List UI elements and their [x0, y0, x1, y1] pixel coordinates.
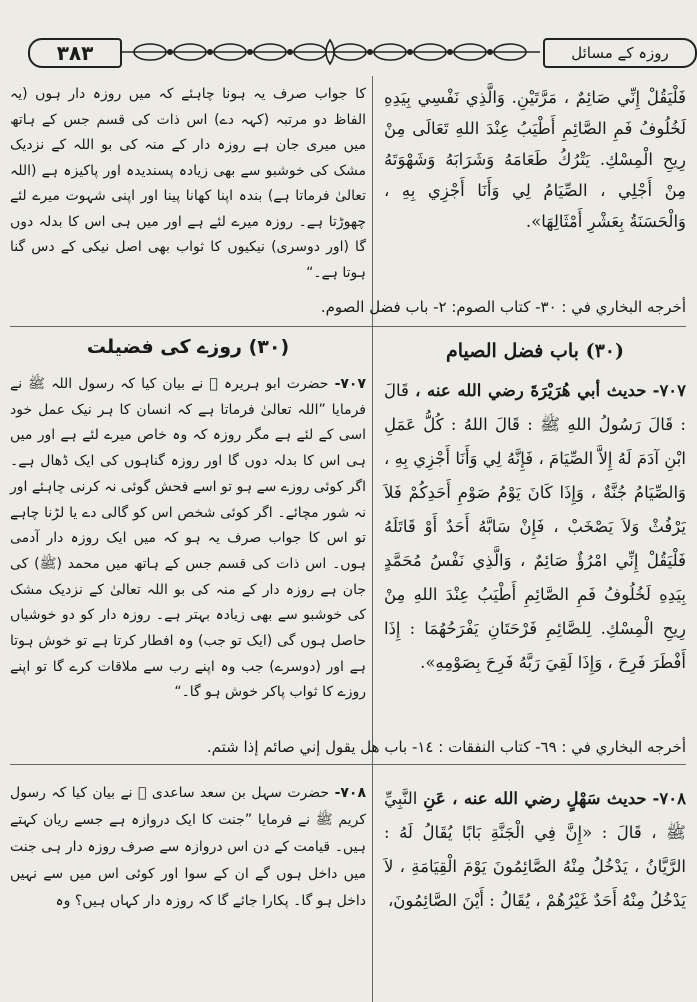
hadith-707-text: قَالَ : قَالَ رَسُولُ اللهِ ﷺ : قَالَ اللهُ : كُلُّ عَمَلِ ابْنِ آدَمَ لَهُ إِلاَّ الصِّيَامَ ، فَإِنَّهُ لِي وَأَنَا أَجْزِي بِهِ ، وَالصِّيَامُ جُنَّةٌ ، وَإِذَا كَانَ يَوْمُ صَوْمِ أَحَدِكُمْ فَلاَ يَرْفُثْ وَلاَ يَصْخَبْ ، فَإِنْ سَابَّهُ أَحَدٌ أَوْ قَاتَلَهُ فَلْيَقُلْ إِنِّي امْرُؤٌ صَائِمٌ ، وَالَّذِي نَفْسُ مُحَمَّدٍ بِيَدِهِ لَخُلُوفُ فَمِ الصَّائِمِ أَطْيَبُ عِنْدَ اللهِ مِنْ رِيحِ الْمِسْكِ. لِلصَّائِمِ فَرْحَتَانِ يَفْرَحُهُمَا : إِذَا أَفْطَرَ فَرِحَ ، وَإِذَا لَقِيَ رَبَّهُ فَرِحَ بِصَوْمِهِ». [384, 381, 686, 672]
arabic-continuation [384, 82, 686, 278]
ornament-icon [120, 36, 540, 68]
hadith-708-urdu [10, 780, 366, 996]
urdu-chapter-heading: (۳۰) روزے کی فضیلت [86, 336, 290, 358]
page-header [28, 36, 688, 72]
arabic-continuation-text: فَلْيَقُلْ إِنِّي صَائِمٌ ، مَرَّتَيْنِ. وَالَّذِي نَفْسِي بِيَدِهِ لَخُلُوفُ فَمِ الصَّائِمِ أَطْيَبُ عِنْدَ اللهِ تَعَالَى مِنْ رِيحِ الْمِسْكِ. يَتْرُكُ طَعَامَهُ وَشَرَابَهُ وَشَهْوَتَهُ مِنْ أَجْلِي ، الصِّيَامُ لِي وَأَنَا أَجْزِي بِهِ ، وَالْحَسَنَةُ بِعَشْرِ أَمْثَالِهَا». [384, 88, 686, 231]
page-number: ۳۸۳ [28, 38, 122, 68]
arabic-chapter-heading: (٣٠) باب فضل الصيام [446, 340, 624, 362]
urdu-707-number: ۷۰۷- [334, 376, 367, 392]
hadith-707-number: ٧٠٧- [652, 381, 687, 400]
urdu-continuation [10, 82, 366, 312]
hadith-707-arabic [384, 374, 686, 730]
hadith-708-arabic [384, 782, 686, 998]
urdu-707-text: حضرت ابو ہریرہ ﷛ نے بیان کیا کہ رسول اللہ ﷺ نے فرمایا ”اللہ تعالیٰ فرماتا ہے کہ انسان کا ہر نیک عمل خود اسی کے لئے ہے مگر روزہ کہ وہ خاص میرے لئے ہے اور میں ہی اس کا بدلہ دوں گا اور روزہ گناہوں کی ایک ڈھال ہے۔ اگر کوئی روزے سے ہو تو اسے فحش گوئی نہ کرنی چاہئے اور نہ شور مچائے۔ اگر کوئی شخص اس کو گالی دے یا لڑنا چاہے تو اس کا جواب صرف یہ ہو کہ میں ایک روزہ دار آدمی ہوں۔ اس ذات کی قسم جس کے ہاتھ میں محمد (ﷺ) کی جان ہے روزہ دار کے منہ کی بو اللہ تعالیٰ کے نزدیک مشک کی خوشبو سے بھی زیادہ بہتر ہے۔ روزہ دار کو دو خوشیاں حاصل ہوں گی (ایک تو جب) وہ افطار کرتا ہے تو خوش ہوتا ہے اور (دوسرے) جب وہ اپنے رب سے ملاقات کرے گا تو اپنے روزے کا ثواب پاکر خوش ہو گا۔“ [9, 376, 366, 701]
hadith-708-lead: حديث سَهْلٍ رضي الله عنه ، عَنِ [423, 789, 647, 808]
urdu-continuation-text: کا جواب صرف یہ ہونا چاہئے کہ میں روزہ دار ہوں (یہ الفاظ دو مرتبہ (کہہ دے) اس ذات کی قسم جس کے ہاتھ میں میری جان ہے روزہ دار کے منہ کی بو اللہ کے نزدیک مشک کی خوشبو سے بھی زیادہ پسندیدہ اور پاکیزہ ہے (اللہ تعالیٰ فرماتا ہے) بندہ اپنا کھانا پینا اور اپنی شہوت میرے لئے چھوڑتا ہے۔ روزہ میرے لئے ہے اور میں ہی اس کا بدلہ دوں گا (اور دوسری) نیکیوں کا ثواب بھی اصل نیکی کے دس گنا ہوتا ہے۔“ [10, 86, 366, 281]
column-divider [372, 76, 373, 1002]
running-title: روزہ کے مسائل [543, 38, 697, 68]
reference-bukhari-1: أخرجه البخاري في : ٣٠- كتاب الصوم: ٢- باب فضل الصوم. [320, 298, 686, 316]
urdu-708-text: حضرت سہل بن سعد ساعدی ﷛ نے بیان کیا کہ رسول کریم ﷺ نے فرمایا ”جنت کا ایک دروازہ ہے جسے ریان کہتے ہیں۔ قیامت کے دن اس دروازہ سے صرف روزہ دار ہی جنت میں داخل ہوں گے ان کے سوا اور کوئی اس میں سے نہیں داخل ہو گا۔ پکارا جائے گا کہ روزہ دار کہاں ہیں؟ وہ [10, 785, 366, 909]
urdu-708-number: ۷۰۸- [334, 785, 367, 801]
hadith-708-text: النَّبِيِّ ﷺ ، قَالَ : «إِنَّ فِي الْجَنَّةِ بَابًا يُقَالُ لَهُ : الرَّيَّانُ ، يَدْخُلُ مِنْهُ الصَّائِمُونَ يَوْمَ الْقِيَامَةِ ، لاَ يَدْخُلُ مِنْهُ أَحَدٌ غَيْرُهُمْ ، يُقَالُ : أَيْنَ الصَّائِمُونَ، [384, 789, 686, 910]
section-rule-2 [10, 764, 686, 765]
hadith-707-lead: حديث أبي هُرَيْرَةَ رضي الله عنه ، [415, 381, 647, 400]
hadith-707-urdu [10, 372, 366, 734]
section-rule [10, 326, 686, 327]
reference-bukhari-2: أخرجه البخاري في : ٦٩- كتاب النفقات : ١٤- باب هل يقول إني صائم إذا شتم. [206, 738, 686, 756]
hadith-708-number: ٧٠٨- [652, 789, 686, 808]
